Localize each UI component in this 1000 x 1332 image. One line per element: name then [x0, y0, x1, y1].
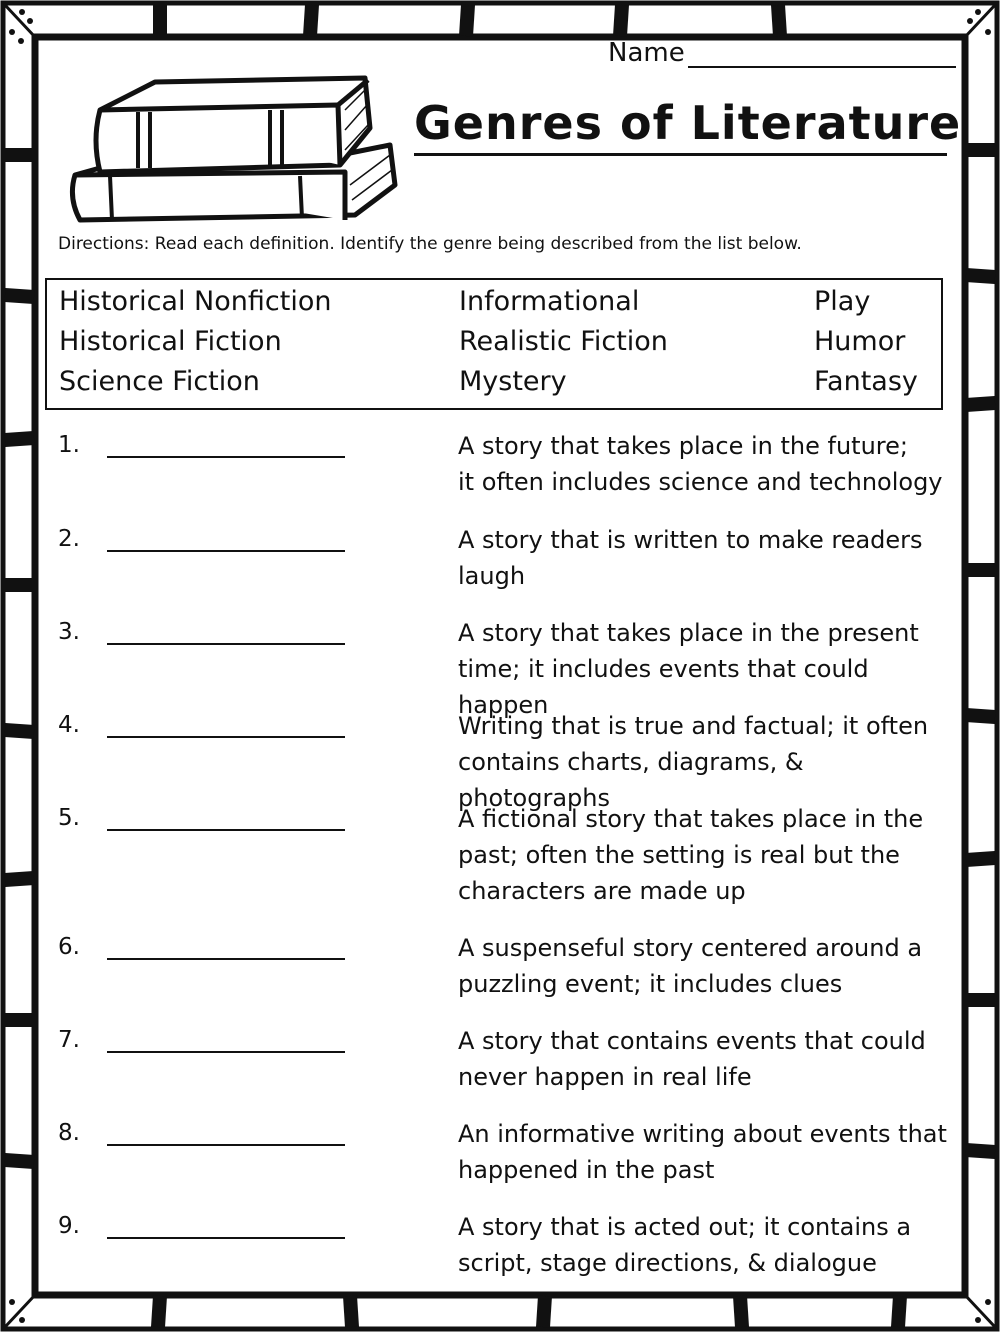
- definition-line: it often includes science and technology: [458, 468, 943, 496]
- definition: [458, 428, 958, 500]
- definition-line: A story that contains events that could: [458, 1027, 926, 1055]
- question-number: 1.: [58, 432, 80, 458]
- definition-line: past; often the setting is real but the: [458, 841, 900, 869]
- definition-line: A story that takes place in the future;: [458, 432, 908, 460]
- question-number: 8.: [58, 1120, 80, 1146]
- definition-line: puzzling event; it includes clues: [458, 970, 843, 998]
- definition: [458, 1209, 958, 1281]
- question-number: 5.: [58, 805, 80, 831]
- answer-blank[interactable]: [107, 1051, 345, 1053]
- title-underline: [414, 153, 947, 156]
- question-number: 9.: [58, 1213, 80, 1239]
- answer-blank[interactable]: [107, 958, 345, 960]
- name-input-line[interactable]: [688, 66, 956, 68]
- word-bank: [45, 278, 943, 410]
- definition-line: A story that is written to make readers: [458, 526, 923, 554]
- word-bank-item: Historical Nonfiction: [59, 286, 332, 317]
- definition: [458, 708, 958, 816]
- definition-line: Writing that is true and factual; it often: [458, 712, 929, 740]
- definition-line: contains charts, diagrams, & photographs: [458, 748, 804, 812]
- definition-line: time; it includes events that could happen: [458, 655, 869, 719]
- word-bank-item: Realistic Fiction: [459, 326, 668, 357]
- definition-line: laugh: [458, 562, 526, 590]
- definition: [458, 801, 958, 909]
- definition: [458, 615, 958, 723]
- definition-line: A story that takes place in the present: [458, 619, 919, 647]
- word-bank-item: Mystery: [459, 366, 567, 397]
- answer-blank[interactable]: [107, 550, 345, 552]
- question-number: 4.: [58, 712, 80, 738]
- question-number: 3.: [58, 619, 80, 645]
- word-bank-item: Historical Fiction: [59, 326, 282, 357]
- word-bank-item: Play: [814, 286, 871, 317]
- word-bank-item: Fantasy: [814, 366, 918, 397]
- definition-line: script, stage directions, & dialogue: [458, 1249, 877, 1277]
- definition-line: never happen in real life: [458, 1063, 752, 1091]
- answer-blank[interactable]: [107, 1237, 345, 1239]
- answer-blank[interactable]: [107, 736, 345, 738]
- definition-line: A story that is acted out; it contains a: [458, 1213, 912, 1241]
- definition-line: A fictional story that takes place in the: [458, 805, 924, 833]
- definition-line: characters are made up: [458, 877, 746, 905]
- definition: [458, 930, 958, 1002]
- definition-line: A suspenseful story centered around a: [458, 934, 923, 962]
- definition: [458, 1116, 958, 1188]
- page-title: Genres of Literature: [414, 96, 962, 150]
- definition-line: An informative writing about events that: [458, 1120, 947, 1148]
- question-number: 7.: [58, 1027, 80, 1053]
- answer-blank[interactable]: [107, 456, 345, 458]
- question-number: 2.: [58, 526, 80, 552]
- books-illustration: [72, 78, 395, 220]
- definition-line: happened in the past: [458, 1156, 715, 1184]
- directions: Directions: Read each definition. Identify the genre being described from the list below.: [58, 234, 802, 254]
- word-bank-item: Science Fiction: [59, 366, 260, 397]
- word-bank-item: Informational: [459, 286, 640, 317]
- answer-blank[interactable]: [107, 643, 345, 645]
- definition: [458, 522, 958, 594]
- definition: [458, 1023, 958, 1095]
- answer-blank[interactable]: [107, 829, 345, 831]
- answer-blank[interactable]: [107, 1144, 345, 1146]
- question-number: 6.: [58, 934, 80, 960]
- name-label: Name: [608, 38, 685, 68]
- word-bank-item: Humor: [814, 326, 906, 357]
